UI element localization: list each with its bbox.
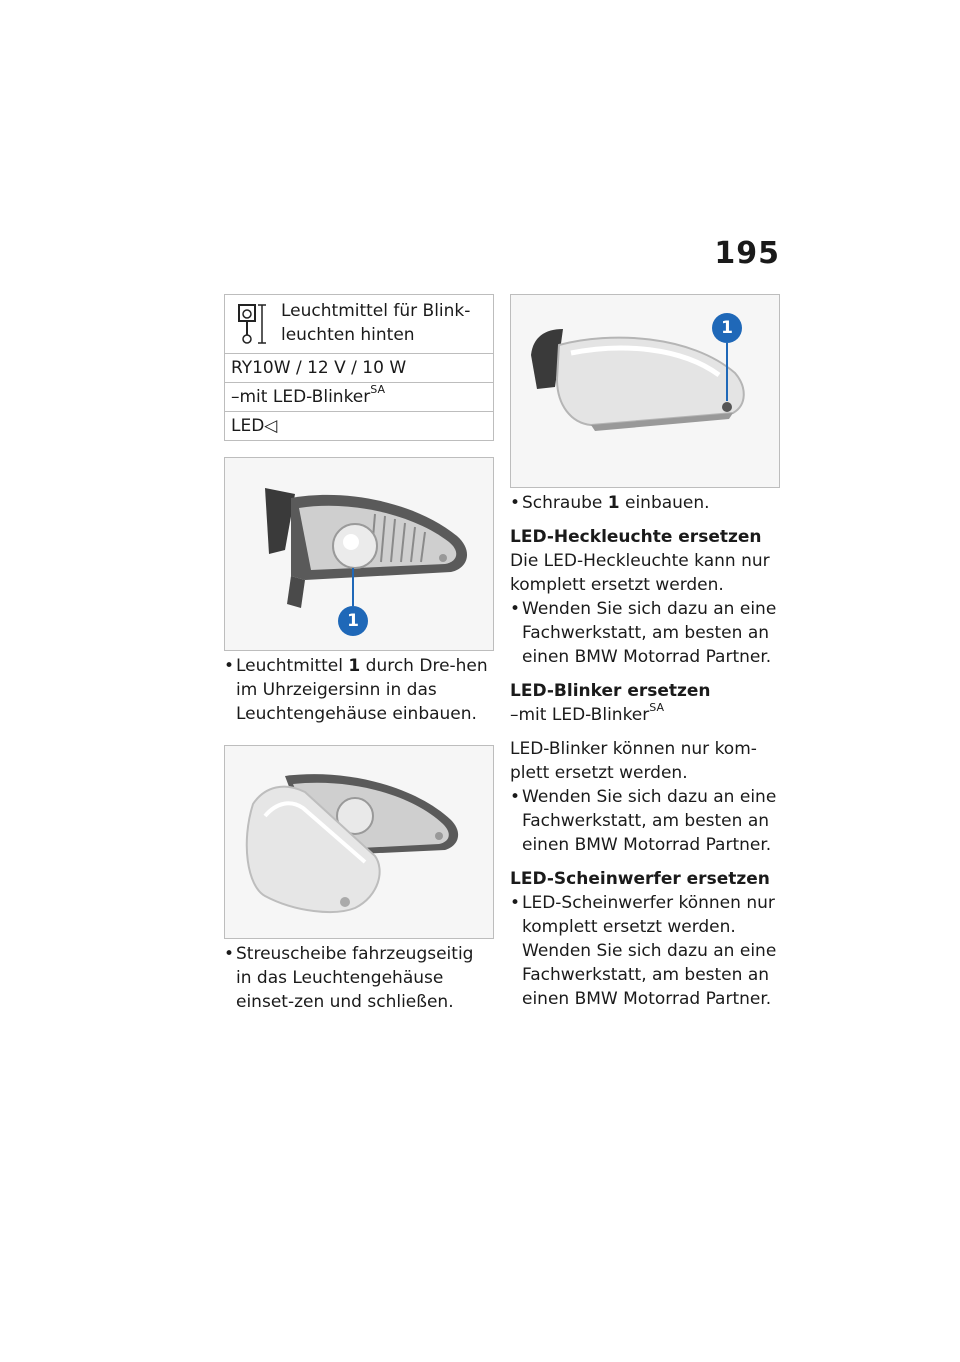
spec-row-led: LED◁ xyxy=(231,416,278,436)
step-text-pre: Schraube xyxy=(522,493,608,513)
bullet-text: Wenden Sie sich dazu an eine Fachwerkstatt, am besten an einen BMW Motorrad Partner. xyxy=(522,599,777,667)
step-text-post: einbauen. xyxy=(619,493,710,513)
step-text-pre: Leuchtmittel xyxy=(236,656,349,676)
bullet-heckleuchte-workshop xyxy=(510,597,782,669)
lens-illustration xyxy=(225,746,493,938)
left-column xyxy=(224,294,494,1014)
figure-lens-fit xyxy=(224,745,494,939)
sa-marker: SA xyxy=(370,383,385,397)
bullet-dot: • xyxy=(224,944,235,964)
callout-1-screw: 1 xyxy=(712,313,742,343)
right-column xyxy=(510,294,782,1011)
spec-table-title: Leuchtmittel für Blink-leuchten hinten xyxy=(281,301,471,345)
bullet-text: LED-Scheinwerfer können nur komplett ersetzt werden. Wenden Sie sich dazu an eine Fachwerkstatt, am besten an einen BMW Motorrad Partner. xyxy=(522,893,777,1009)
bulb-icon xyxy=(235,301,271,347)
page-number: 195 xyxy=(714,236,780,271)
step-screw-install xyxy=(510,491,782,515)
bullet-dot: • xyxy=(510,787,521,807)
text-heckleuchte: Die LED-Heckleuchte kann nur komplett ersetzt werden. xyxy=(510,551,770,595)
step-text: Streuscheibe fahrzeugseitig in das Leuchtengehäuse einset-zen und schließen. xyxy=(236,944,474,1012)
heading-led-scheinwerfer: LED-Scheinwerfer ersetzen xyxy=(510,869,770,889)
figure-bulb-install xyxy=(224,457,494,651)
figure-screw-install xyxy=(510,294,780,488)
bullet-dot: • xyxy=(510,599,521,619)
condition-text: –mit LED-Blinker xyxy=(231,387,371,407)
sa-marker: SA xyxy=(649,701,664,715)
step-lens-fit xyxy=(224,942,494,1014)
bullet-blinker-workshop xyxy=(510,785,782,857)
condition-led-blinker xyxy=(510,703,782,727)
bullet-scheinwerfer xyxy=(510,891,782,1011)
step-bulb-install xyxy=(224,654,494,726)
spec-row-bulb-type: RY10W / 12 V / 10 W xyxy=(225,354,493,383)
step-ref-number: 1 xyxy=(348,656,361,676)
text-blinker: LED-Blinker können nur kom-plett ersetzt werden. xyxy=(510,739,757,783)
bullet-dot: • xyxy=(510,893,521,913)
bullet-dot: • xyxy=(224,656,235,676)
step-ref-number: 1 xyxy=(607,493,620,513)
bullet-text: Wenden Sie sich dazu an eine Fachwerkstatt, am besten an einen BMW Motorrad Partner. xyxy=(522,787,777,855)
condition-text: –mit LED-Blinker xyxy=(510,705,650,725)
spec-row-condition xyxy=(225,383,493,412)
heading-led-blinker: LED-Blinker ersetzen xyxy=(510,681,711,701)
callout-1-bulb: 1 xyxy=(338,606,368,636)
heading-led-heckleuchte: LED-Heckleuchte ersetzen xyxy=(510,527,762,547)
step-text-post: durch Dre-hen im Uhrzeigersinn in das Leuchtengehäuse einbauen. xyxy=(236,656,488,724)
spec-table xyxy=(224,294,494,441)
spec-table-header xyxy=(225,295,493,354)
bullet-dot: • xyxy=(510,493,521,513)
